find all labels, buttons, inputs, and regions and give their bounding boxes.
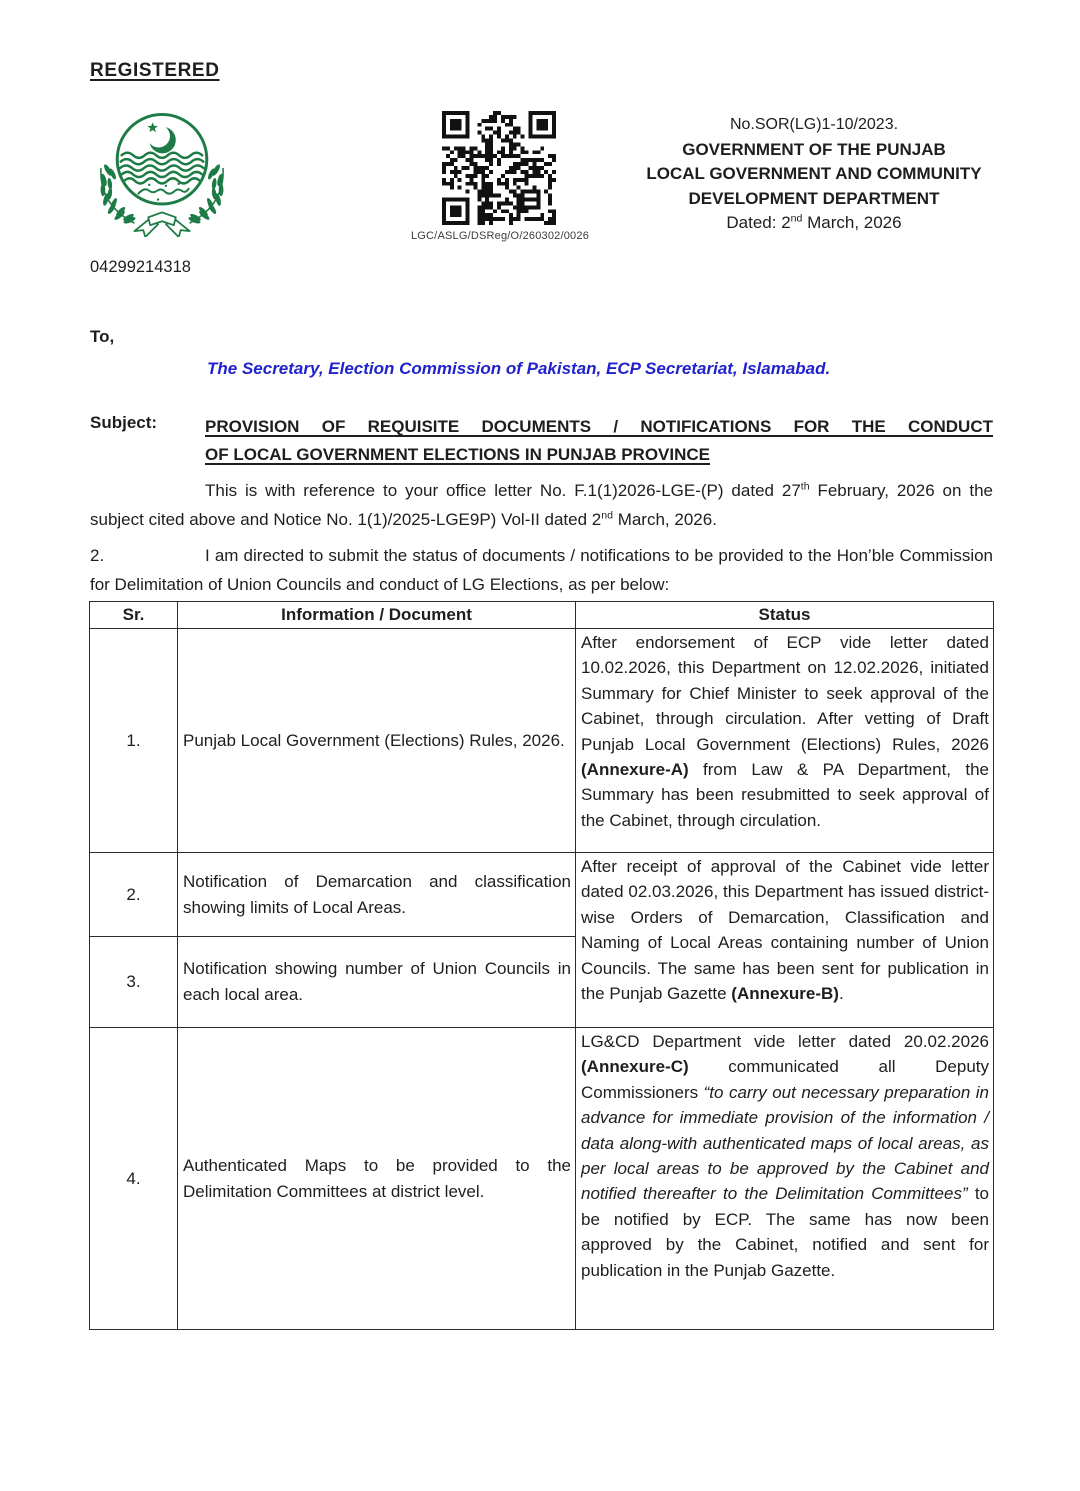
row-4-sr: 4. bbox=[90, 1028, 178, 1330]
punjab-government-emblem-logo bbox=[93, 111, 231, 237]
table-header-sr: Sr. bbox=[90, 602, 178, 629]
status-table bbox=[89, 601, 994, 1330]
paragraph-status-intro-text: I am directed to submit the status of documents / notifications to be provided to the Hon’ble Commission for Delimitation of Union Councils and conduct of LG Elections, as per below: bbox=[90, 546, 993, 594]
row-3-sr: 3. bbox=[90, 937, 178, 1028]
org-name-line-2: LOCAL GOVERNMENT AND COMMUNITY bbox=[646, 164, 982, 183]
table-header-info: Information / Document bbox=[178, 602, 576, 629]
org-name-line-3: DEVELOPMENT DEPARTMENT bbox=[688, 188, 940, 208]
qr-code bbox=[442, 111, 556, 225]
org-name-line-1: GOVERNMENT OF THE PUNJAB bbox=[682, 139, 946, 159]
row-1-sr: 1. bbox=[90, 629, 178, 853]
subject-line-2: OF LOCAL GOVERNMENT ELECTIONS IN PUNJAB PROVINCE bbox=[205, 445, 711, 464]
subject-text bbox=[205, 413, 993, 469]
table-header-row bbox=[90, 602, 994, 629]
row-2-info: Notification of Demarcation and classification showing limits of Local Areas. bbox=[178, 853, 576, 937]
to-label: To, bbox=[90, 327, 115, 346]
registered-stamp: REGISTERED bbox=[90, 60, 220, 81]
letter-date: Dated: 2nd March, 2026 bbox=[726, 212, 902, 232]
letterhead-block bbox=[628, 113, 1000, 236]
paragraph-reference: This is with reference to your office letter No. F.1(1)2026-LGE-(P) dated 27th February, 2026 on the subject cited above and Notice No. 1(1)/2025-LGE9P) Vol-II dated 2nd March, 2026. bbox=[90, 480, 993, 529]
table-row bbox=[90, 629, 994, 853]
row-3-info: Notification showing number of Union Councils in each local area. bbox=[178, 937, 576, 1028]
reference-number: No.SOR(LG)1-10/2023. bbox=[729, 116, 899, 133]
paragraph-status-intro bbox=[90, 541, 993, 599]
table-row bbox=[90, 1028, 994, 1330]
row-2-3-status: After receipt of approval of the Cabinet vide letter dated 02.03.2026, this Department has issued district-wise Orders of Demarcation, Classification and Naming of Local Areas containing number of Union Councils. The same has been sent for publication in the Punjab Gazette (Annexure-B). bbox=[576, 853, 994, 1028]
addressee-line: The Secretary, Election Commission of Pakistan, ECP Secretariat, Islamabad. bbox=[207, 359, 831, 378]
paragraph-number: 2. bbox=[90, 546, 105, 565]
subject-label: Subject: bbox=[90, 413, 158, 432]
table-header-status: Status bbox=[576, 602, 994, 629]
table-row bbox=[90, 853, 994, 937]
subject-line-1: PROVISION OF REQUISITE DOCUMENTS / NOTIFICATIONS FOR THE CONDUCT bbox=[205, 417, 993, 436]
tracking-number: 04299214318 bbox=[90, 258, 191, 276]
qr-caption: LGC/ASLG/DSReg/O/260302/0026 bbox=[410, 230, 590, 242]
row-1-info: Punjab Local Government (Elections) Rules, 2026. bbox=[178, 629, 576, 853]
row-1-status: After endorsement of ECP vide letter dated 10.02.2026, this Department on 12.02.2026, initiated Summary for Chief Minister to seek approval of the Cabinet, through circulation. After vetting of Draft Punjab Local Government (Elections) Rules, 2026 (Annexure-A) from Law & PA Department, the Summary has been resubmitted to seek approval of the Cabinet, through circulation. bbox=[576, 629, 994, 853]
row-4-status: LG&CD Department vide letter dated 20.02.2026 (Annexure-C) communicated all Deputy Commissioners “to carry out necessary preparation in advance for immediate provision of the information / data along-with authenticated maps of local areas, as per local areas to be approved by the Cabinet and notified thereafter to the Delimitation Committees” to be notified by ECP. The same has now been approved by the Cabinet, notified and sent for publication in the Punjab Gazette. bbox=[576, 1028, 994, 1330]
row-2-sr: 2. bbox=[90, 853, 178, 937]
emblem-graphic bbox=[93, 111, 231, 237]
row-4-info: Authenticated Maps to be provided to the Delimitation Committees at district level. bbox=[178, 1028, 576, 1330]
